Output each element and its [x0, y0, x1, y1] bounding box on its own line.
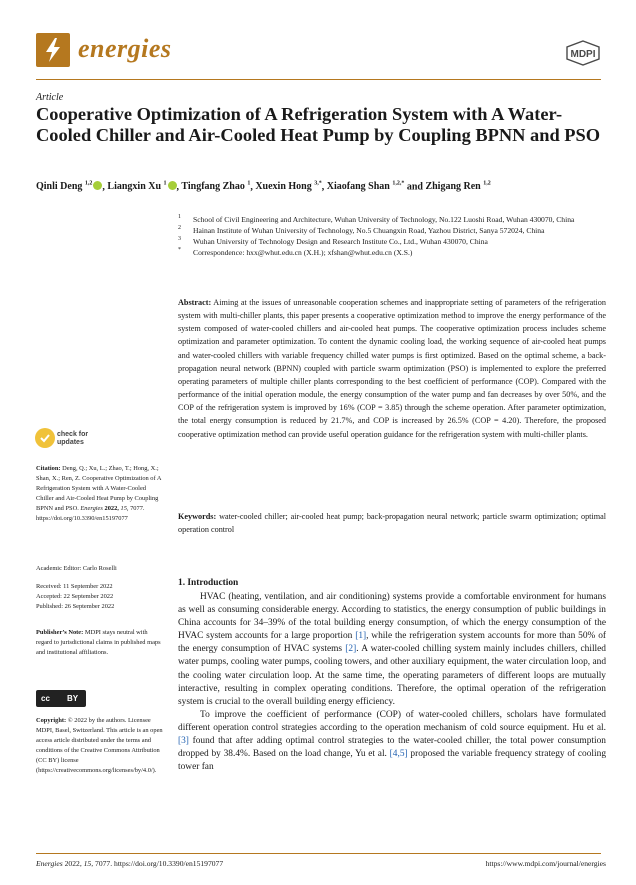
orcid-icon[interactable]: [93, 181, 102, 190]
affiliation-text: Correspondence: hxx@whut.edu.cn (X.H.); xfshan@whut.edu.cn (X.S.): [193, 248, 413, 257]
author-name: Xiaofang Shan $^{1,2,*}$: [326, 181, 405, 193]
abstract-label: Abstract:: [178, 298, 212, 307]
date-received: Received: 11 September 2022: [36, 583, 113, 590]
affiliation-number: 3: [178, 236, 181, 242]
affiliations: [178, 214, 608, 258]
footer-doi-link[interactable]: 7077. https://doi.org/10.3390/en15197077: [95, 859, 224, 868]
affiliation-text: Wuhan University of Technology Design and Research Institute Co., Ltd., Wuhan 430070, China: [193, 237, 488, 246]
publisher-note-label: Publisher’s Note:: [36, 629, 84, 636]
author-affiliation-sup: 1: [247, 181, 251, 187]
body-text: [178, 591, 606, 774]
affiliation-item: [178, 247, 608, 258]
copyright-text: © 2022 by the authors. Licensee MDPI, Basel, Switzerland. This article is an open access article distributed under the terms and conditions of the Creative Commons Attribution (CC BY) license (https://creativecommons.org/licenses/by/4.0/).: [36, 717, 163, 774]
affiliation-number: 2: [178, 225, 181, 231]
author-list: Qinli Deng $^{1,2}$ , Liangxin Xu $^1$ , Tingfang Zhao $^1$, Xuexin Hong $^{3,*}$, Xiaofang Shan $^{1,2,*}$ and Zhigang Ren $^{1,2}$: [36, 181, 491, 193]
article-type: Article: [36, 92, 64, 103]
journal-name: energies: [78, 34, 172, 63]
author-name: Tingfang Zhao $^1$: [181, 181, 251, 193]
author-name: Liangxin Xu $^1$: [107, 181, 167, 193]
mdpi-logo[interactable]: [565, 40, 601, 66]
citation-block: [36, 464, 164, 524]
keywords: [178, 510, 606, 536]
check-updates-icon: [35, 428, 55, 448]
paragraph: HVAC (heating, ventilation, and air conditioning) systems provide a comfortable environment for humans as well as consuming considerable energy. According to statistics, the energy consumption of public buildings in China accounts for 34–39% of the total building energy consumption, of which the energy consumption of the HVAC system accounts for a large proportion [1], while the refrigeration system accounts for more than 50% of the energy consumption of HVAC systems [2]. A water-cooled chilling system mainly includes chillers, chilled water pumps, cooling water pumps, cooling towers, and other auxiliary equipment, the water circulation loop, and the cooling water circulation loop. At the same time, the operating parameters of different loops are mutually interactive, resulting in complex operating conditions. Therefore, the optimal operation of the refrigeration system is crucial to the overall building energy efficiency.: [178, 592, 607, 707]
copyright-block: [36, 716, 164, 776]
dates-block: [36, 582, 164, 612]
affiliation-text: Hainan Institute of Wuhan University of Technology, No.5 Chuangxin Road, Yazhou District, Sanya 572024, China: [193, 226, 545, 235]
author-affiliation-sup: 1,2,*: [392, 181, 405, 187]
author-name: Zhigang Ren $^{1,2}$: [425, 181, 491, 193]
author-affiliation-sup: 1,2: [84, 181, 93, 187]
copyright-label: Copyright:: [36, 717, 67, 724]
affiliation-text: School of Civil Engineering and Architecture, Wuhan University of Technology, No.122 Luoshi Road, Wuhan 430070, China: [193, 215, 575, 224]
orcid-icon[interactable]: [168, 181, 177, 190]
citation-link[interactable]: [2]: [345, 644, 357, 655]
citation-link[interactable]: [1]: [355, 631, 367, 642]
citation-volume: 15,: [120, 505, 129, 512]
journal-logo-icon: [36, 33, 70, 67]
citation-link[interactable]: [3]: [178, 736, 189, 747]
date-accepted: Accepted: 22 September 2022: [36, 593, 114, 600]
author-name: Qinli Deng $^{1,2}$: [36, 181, 93, 193]
cc-by-license-icon[interactable]: cc BY: [36, 690, 86, 707]
citation-label: Citation:: [36, 465, 61, 472]
citation-journal: Energies: [80, 505, 103, 512]
citation-year: 2022,: [104, 505, 119, 512]
academic-editor: Academic Editor: Carlo Roselli: [36, 565, 117, 572]
footer-citation: Energies 2022, 15, 7077. https://doi.org/10.3390/en15197077: [36, 859, 224, 868]
abstract: [178, 296, 606, 441]
publisher-note-text: MDPI stays neutral with regard to jurisdictional claims in published maps and institutional affiliations.: [36, 629, 161, 656]
affiliation-number: *: [178, 247, 181, 253]
citation-doi[interactable]: 7077. https://doi.org/10.3390/en15197077: [36, 505, 145, 522]
citation-link[interactable]: [4,5]: [389, 749, 408, 760]
footer-divider: [36, 853, 601, 854]
check-updates-line2: updates: [57, 439, 84, 446]
paragraph: To improve the coefficient of performance (COP) of water-cooled chillers, scholars have formulated different operation control strategies according to the operation mechanism of cold source equipment. Hu et al. [3] found that after adding optimal control strategies to the water-cooled chiller, the total power consumption dropped by 38.4%. Based on the load change, Yu et al. [4,5] proposed the variable frequency strategy of cooling tower fan: [178, 709, 607, 773]
author-affiliation-sup: 3,*: [314, 181, 322, 187]
section-heading: 1. Introduction: [178, 578, 239, 588]
author-affiliation-sup: 1,2: [483, 181, 491, 187]
publisher-name: MDPI: [570, 49, 596, 60]
author-affiliation-sup: 1: [163, 181, 167, 187]
date-published: Published: 26 September 2022: [36, 603, 115, 610]
publisher-note: [36, 628, 164, 658]
article-title: Cooperative Optimization of A Refrigeration System with A Water-Cooled Chiller and Air-Cooled Heat Pump by Coupling BPNN and PSO: [36, 104, 601, 145]
affiliation-item: [178, 236, 608, 247]
check-updates-line1: check for: [57, 431, 89, 438]
author-name: Xuexin Hong $^{3,*}$: [255, 181, 322, 193]
affiliation-number: 1: [178, 214, 181, 220]
header-divider: [36, 79, 601, 80]
citation-text: Deng, Q.; Xu, L.; Zhao, T.; Hong, X.; Shan, X.; Ren, Z. Cooperative Optimization of A Refrigeration System with A Water-Cooled Chiller and Air-Cooled Heat Pump by Coupling BPNN and PSO.: [36, 465, 162, 512]
abstract-text: Aiming at the issues of unreasonable cooperation schemes and inappropriate setting of parameters of the refrigeration system with multi-chiller plants, this paper presents a cooperative optimization method to improve the energy performance of the system composed of water-cooled chillers and air-cooled heat pumps. The cooperative optimization process includes scheme optimization and parameter optimization. To content the dynamic cooling load, the working sequence of air-cooled heat pumps and water-cooled chillers with variable frequency chilled water pumps is first optimized. Based on the optimal scheme, a back-propagation neural network (BPNN) coupled with particle swarm optimization (PSO) is implemented to explore the preferred operating parameters of multiple chiller plants corresponding to the best coefficient of performance (COP). Compared with the performance of the initial operation module, the energy consumption of the water pump and fan decreases by over 50%, and the COP of the refrigeration system is improved by 16% (COP = 3.85) through the scheme operation. After parameter optimization, the total energy consumption is reduced by 21.7%, and COP is increased by 26.5% (COP = 4.20). Therefore, the proposed cooperative optimization method can provide useful operation guidance for the refrigeration system with multi-chiller plants.: [178, 298, 606, 439]
footer-journal-url[interactable]: https://www.mdpi.com/journal/energies: [485, 859, 606, 868]
affiliation-item: [178, 214, 608, 225]
keywords-text: water-cooled chiller; air-cooled heat pump; back-propagation neural network; particle swarm optimization; optimal operation control: [178, 512, 606, 535]
affiliation-item: [178, 225, 608, 236]
keywords-label: Keywords:: [178, 512, 217, 521]
